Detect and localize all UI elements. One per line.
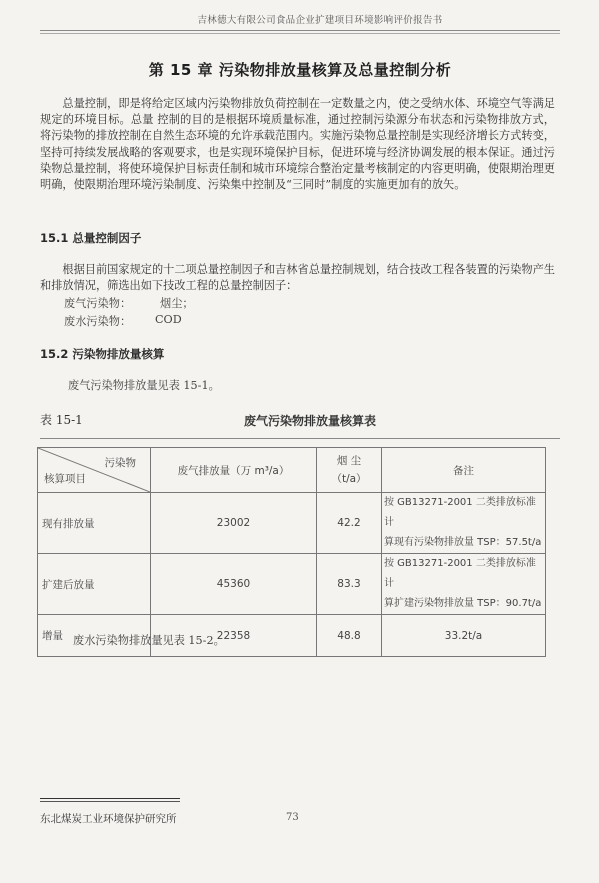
remark-line: 算扩建污染物排放量 TSP：90.7t/a xyxy=(384,598,542,609)
remark-cell xyxy=(382,554,546,615)
table-header-row xyxy=(38,448,546,493)
gas-volume-cell: 22358 xyxy=(151,615,317,657)
header-dust-unit: （t/a） xyxy=(331,473,367,485)
table-row xyxy=(38,554,546,615)
running-header: 吉林德大有限公司食品企业扩建项目环境影响评价报告书 xyxy=(197,15,443,26)
row-label: 扩建后放量 xyxy=(38,554,151,615)
water-table-reference: 废水污染物排放量见表 15-2。 xyxy=(73,634,225,647)
section-15-1-paragraph: 根据目前国家规定的十二项总量控制因子和吉林省总量控制规划，结合技改工程各装置的污染物产生和排放情况，筛选出如下技改工程的总量控制因子： xyxy=(40,263,555,293)
table-top-rule xyxy=(40,438,560,439)
chapter-title: 第 15 章 污染物排放量核算及总量控制分析 xyxy=(148,61,452,79)
dust-cell: 48.8 xyxy=(317,615,382,657)
gas-pollutant-label: 废气污染物： xyxy=(64,297,132,310)
header-rule xyxy=(40,30,560,31)
dust-cell: 42.2 xyxy=(317,493,382,554)
header-gas-volume: 废气排放量（万 m³/a） xyxy=(151,448,317,493)
gas-pollutant-value: 烟尘； xyxy=(160,297,194,310)
intro-paragraph: 总量控制，即是将给定区域内污染物排放负荷控制在一定数量之内，使之受纳水体、环境空气等满足规定的环境目标。总量 控制的目的是根据环境质量标准，通过控制污染源分布状态和污染物排放方式，将污染物的排放控制在自然生态环境的允许承载范围内。实施污染物总量控制是实现经济增长方式转变，坚持可持续发展战略的客观要求，也是实现环境保护目标，促进环境与经济协调发展的根本保证。通过污染物总量控制，将使环境保护目标责任制和城市环境综合整治定量考核制定的内容更明确，使限期治理更明确，使限期治理环境污染制度、污染集中控制及“三同时”制度的实施更加有的放矢。 xyxy=(40,97,555,192)
diagonal-header-cell xyxy=(38,448,151,493)
header-dust xyxy=(317,448,382,493)
remark-cell: 33.2t/a xyxy=(382,615,546,657)
remark-line: 按 GB13271-2001 二类排放标准计 xyxy=(384,497,536,528)
dust-cell: 83.3 xyxy=(317,554,382,615)
footer-rule xyxy=(40,798,180,799)
page-number: 73 xyxy=(286,812,299,823)
header-pollutant: 污染物 xyxy=(104,457,136,469)
header-remarks: 备注 xyxy=(382,448,546,493)
header-item: 核算项目 xyxy=(44,473,86,485)
water-pollutant-label: 废水污染物： xyxy=(64,315,132,328)
table-number: 表 15-1 xyxy=(40,413,83,427)
water-pollutant-value: COD xyxy=(155,313,182,326)
remark-line: 按 GB13271-2001 二类排放标准计 xyxy=(384,558,536,589)
remark-cell xyxy=(382,493,546,554)
section-heading-15-1: 15.1 总量控制因子 xyxy=(40,231,142,245)
remark-line: 算现有污染物排放量 TSP：57.5t/a xyxy=(384,537,542,548)
section-heading-15-2: 15.2 污染物排放量核算 xyxy=(40,347,165,361)
row-label: 现有排放量 xyxy=(38,493,151,554)
table-title: 废气污染物排放量核算表 xyxy=(243,414,376,428)
gas-volume-cell: 23002 xyxy=(151,493,317,554)
row-label: 增量 xyxy=(38,615,151,657)
footer-rule-thin xyxy=(40,801,180,802)
gas-volume-cell: 45360 xyxy=(151,554,317,615)
emission-table xyxy=(37,447,546,657)
header-rule-thin xyxy=(40,33,560,34)
gas-table-reference: 废气污染物排放量见表 15-1。 xyxy=(68,379,220,392)
table-row xyxy=(38,493,546,554)
header-dust-name: 烟 尘 xyxy=(336,455,362,467)
footer-organization: 东北煤炭工业环境保护研究所 xyxy=(40,813,177,825)
